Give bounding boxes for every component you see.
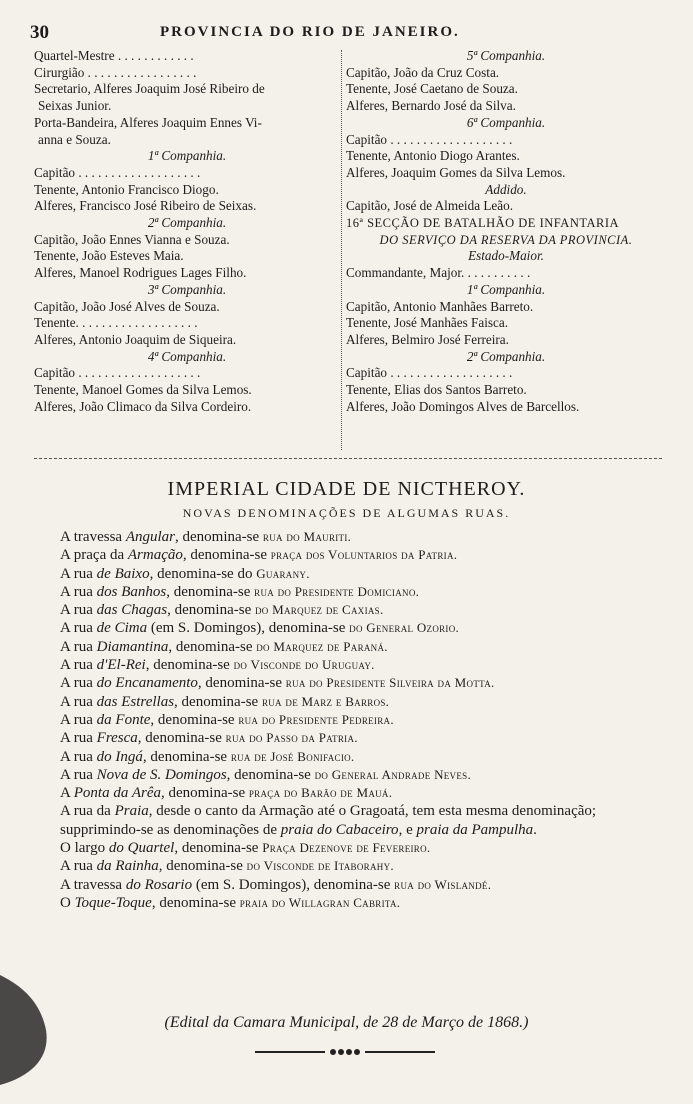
- entry-text: A rua: [60, 620, 97, 637]
- entry-text: A rua: [60, 858, 97, 875]
- edital-citation: (Edital da Camara Municipal, de 28 de Março de 1868.): [164, 1014, 529, 1031]
- old-street-name: das Chagas: [96, 602, 168, 619]
- roster-line: Tenente, José Manhães Faisca.: [346, 315, 509, 331]
- street-entry: [60, 876, 662, 894]
- street-entry: [60, 802, 662, 839]
- entry-text: , denomina-se: [160, 785, 249, 802]
- old-street-name: do Quartel: [108, 840, 175, 857]
- entry-text: , denomina-se: [150, 711, 239, 728]
- new-street-name: rua do Mauriti.: [262, 529, 352, 544]
- old-street-name: Ponta da Arêa: [73, 785, 161, 802]
- old-street-name: do Ingá: [96, 748, 143, 765]
- entry-text: , denomina-se: [174, 693, 262, 710]
- entry-text: (em S. Domingos), denomina-se: [147, 620, 350, 637]
- roster-line: Capitão . . . . . . . . . . . . . . . . . . .: [34, 365, 201, 381]
- roster-line: Capitão . . . . . . . . . . . . . . . . . . .: [346, 365, 513, 381]
- entry-text: , denomina-se: [226, 766, 315, 783]
- old-street-name: do Encanamento: [96, 675, 198, 692]
- officer-roster: [34, 48, 664, 448]
- street-entry: [60, 546, 662, 564]
- entry-text: , denomina-se: [168, 638, 257, 655]
- street-entry: [60, 711, 662, 729]
- roster-line: anna e Souza.: [38, 131, 111, 147]
- roster-subheading: DO SERVIÇO DA RESERVA DA PROVINCIA.: [379, 232, 633, 247]
- page-number: 30: [30, 22, 49, 43]
- roster-line: Tenente, João Esteves Maia.: [34, 248, 184, 264]
- old-street-name: Praia: [114, 803, 149, 820]
- entry-text: , denomina-se: [142, 748, 231, 765]
- old-street-name: Angular: [125, 529, 175, 545]
- entry-text: A rua: [60, 748, 97, 765]
- entry-text: , denomina-se: [167, 602, 255, 619]
- roster-line: Quartel-Mestre . . . . . . . . . . . .: [34, 48, 194, 63]
- roster-line: Commandante, Major. . . . . . . . . . .: [346, 265, 531, 281]
- roster-line: Alferes, João Domingos Alves de Barcellos.: [346, 398, 580, 414]
- entry-text: , denomina-se: [175, 529, 263, 545]
- roster-subheading: 1ª Companhia.: [466, 281, 546, 297]
- roster-line: Capitão, José de Almeida Leão.: [346, 198, 513, 214]
- new-street-name: do Marquez de Caxias.: [255, 602, 384, 618]
- roster-subheading: 4ª Companhia.: [147, 348, 227, 364]
- new-street-name: praia do Willagran Cabrita.: [239, 894, 401, 910]
- street-entry: [60, 528, 662, 546]
- roster-subheading: 5ª Companhia.: [466, 48, 546, 63]
- entry-text: , denomina-se: [166, 583, 255, 600]
- entry-text: A rua: [60, 602, 97, 619]
- street-entry: [60, 674, 662, 692]
- roster-subheading: 2ª Companhia.: [466, 348, 546, 364]
- roster-line: Alferes, Bernardo José da Silva.: [346, 98, 516, 114]
- old-street-name: de Cima: [96, 620, 148, 637]
- old-street-name: Armação: [127, 547, 183, 564]
- roster-line: Alferes, Belmiro José Ferreira.: [346, 331, 509, 347]
- new-street-name: do Visconde do Uruguay.: [233, 657, 375, 673]
- roster-line: Capitão, João José Alves de Souza.: [34, 298, 220, 314]
- street-entry: [60, 619, 662, 637]
- roster-line: Tenente, Elias dos Santos Barreto.: [346, 382, 527, 398]
- entry-text: , denomina-se do: [149, 565, 257, 582]
- street-entry: [60, 894, 662, 912]
- street-entry: [60, 857, 662, 875]
- roster-subheading: Addido.: [485, 181, 527, 197]
- section-separator: [34, 458, 662, 460]
- new-street-name: rua do Presidente Silveira da Motta.: [285, 675, 495, 691]
- entry-text: , denomina-se: [145, 657, 234, 674]
- old-street-name: Diamantina: [96, 638, 169, 655]
- entry-text: .: [533, 821, 537, 838]
- new-street-name: do Visconde de Itaborahy.: [246, 858, 394, 874]
- roster-subheading: 1ª Companhia.: [147, 148, 227, 164]
- roster-line: Secretario, Alferes Joaquim José Ribeiro de: [34, 81, 265, 97]
- roster-line: Alferes, Antonio Joaquim de Siqueira.: [34, 331, 237, 347]
- old-street-name: praia da Pampulha: [416, 821, 534, 838]
- roster-line: Capitão . . . . . . . . . . . . . . . . . . .: [34, 164, 201, 180]
- old-street-name: das Estrellas: [96, 693, 175, 710]
- street-entry: [60, 565, 662, 583]
- entry-text: , denomina-se: [158, 858, 247, 875]
- entry-text: , denomina-se: [182, 547, 271, 564]
- new-street-name: praça do Barão de Mauá.: [248, 785, 393, 801]
- new-street-name: do General Ozorio.: [349, 620, 460, 636]
- section-title: IMPERIAL CIDADE DE NICTHEROY.: [167, 478, 526, 500]
- entry-text: A rua: [60, 693, 97, 710]
- roster-subheading: 6ª Companhia.: [466, 114, 546, 130]
- entry-text: , denomina-se: [174, 840, 263, 857]
- street-entry: [60, 766, 662, 784]
- roster-line: Capitão, Antonio Manhães Barreto.: [346, 298, 534, 314]
- roster-line: Tenente, Antonio Diogo Arantes.: [346, 148, 520, 164]
- running-title: PROVINCIA DO RIO DE JANEIRO.: [160, 24, 460, 40]
- new-street-name: do Marquez de Paraná.: [256, 638, 388, 654]
- street-entry: [60, 784, 662, 802]
- street-entry: [60, 583, 662, 601]
- entry-text: , desde o canto da Armação até o Gragoatá, tem esta mesma denominação; supprimindo-se as denominações de: [60, 803, 597, 838]
- roster-line: Alferes, Manoel Rodrigues Lages Filho.: [34, 265, 247, 281]
- entry-text: , denomina-se: [151, 894, 240, 911]
- street-entry: [60, 601, 662, 619]
- old-street-name: praia do Cabaceiro: [280, 821, 399, 838]
- new-street-name: rua do Wislandé.: [394, 876, 492, 892]
- entry-text: A rua: [60, 766, 97, 783]
- entry-text: , e: [398, 821, 417, 838]
- left-column: [34, 48, 340, 415]
- entry-text: A rua: [60, 675, 97, 692]
- street-entry: [60, 693, 662, 711]
- roster-line: Capitão, João Ennes Vianna e Souza.: [34, 231, 230, 247]
- old-street-name: da Rainha: [96, 858, 159, 875]
- page-damage-stain: [0, 975, 50, 1085]
- street-renaming-list: [60, 528, 662, 912]
- entry-text: A rua: [60, 583, 97, 600]
- roster-line: Tenente, Manoel Gomes da Silva Lemos.: [34, 382, 252, 398]
- street-entry: [60, 748, 662, 766]
- entry-text: A rua: [60, 565, 97, 582]
- old-street-name: d'El-Rei: [96, 657, 146, 674]
- section-subtitle: NOVAS DENOMINAÇÕES DE ALGUMAS RUAS.: [182, 506, 511, 520]
- entry-text: , denomina-se: [197, 675, 286, 692]
- new-street-name: Praça Dezenove de Fevereiro.: [262, 840, 431, 856]
- roster-line: Cirurgião . . . . . . . . . . . . . . . . .: [34, 64, 197, 80]
- column-divider: [341, 50, 343, 450]
- street-entry: [60, 729, 662, 747]
- old-street-name: de Baixo: [96, 565, 150, 582]
- roster-line: Alferes, Joaquim Gomes da Silva Lemos.: [346, 164, 566, 180]
- new-street-name: rua do Presidente Pedreira.: [238, 711, 394, 727]
- old-street-name: Toque-Toque: [74, 894, 152, 911]
- new-street-name: rua do Presidente Domiciano.: [254, 583, 420, 599]
- entry-text: A praça da: [60, 547, 128, 564]
- new-street-name: rua do Passo da Patria.: [225, 730, 358, 746]
- new-street-name: rua de José Bonifacio.: [230, 748, 355, 764]
- old-street-name: dos Banhos: [96, 583, 167, 600]
- roster-line: Seixas Junior.: [38, 98, 112, 114]
- roster-line: Alferes, João Climaco da Silva Cordeiro.: [34, 398, 252, 414]
- roster-subheading: Estado-Maior.: [468, 248, 544, 264]
- new-street-name: Guarany.: [256, 565, 310, 581]
- entry-text: A travessa: [60, 876, 126, 893]
- entry-text: A rua da: [60, 803, 115, 820]
- entry-text: O: [60, 894, 75, 911]
- roster-line: Capitão . . . . . . . . . . . . . . . . . . .: [346, 131, 513, 147]
- entry-text: A rua: [60, 730, 97, 747]
- entry-text: A rua: [60, 638, 97, 655]
- roster-line: Capitão, João da Cruz Costa.: [346, 64, 500, 80]
- old-street-name: Fresca: [96, 730, 138, 747]
- old-street-name: do Rosario: [125, 876, 193, 893]
- roster-line: Tenente, Antonio Francisco Diogo.: [34, 181, 219, 197]
- roster-subheading: 2ª Companhia.: [147, 215, 227, 231]
- entry-text: A travessa: [60, 529, 126, 545]
- old-street-name: da Fonte: [96, 711, 151, 728]
- roster-line: Alferes, Francisco José Ribeiro de Seixas.: [34, 198, 257, 214]
- new-street-name: praça dos Voluntarios da Patria.: [270, 547, 458, 563]
- old-street-name: Nova de S. Domingos: [96, 766, 227, 783]
- entry-text: A rua: [60, 711, 97, 728]
- entry-text: A rua: [60, 657, 97, 674]
- page-header: [30, 22, 666, 44]
- right-column: [346, 48, 666, 415]
- entry-text: , denomina-se: [137, 730, 226, 747]
- entry-text: (em S. Domingos), denomina-se: [192, 876, 395, 893]
- roster-line: Porta-Bandeira, Alferes Joaquim Ennes Vi-: [34, 114, 262, 130]
- entry-text: A: [60, 785, 74, 802]
- new-street-name: rua de Marz e Barros.: [261, 693, 390, 709]
- roster-line: Tenente. . . . . . . . . . . . . . . . . . .: [34, 315, 198, 331]
- street-entry: [60, 638, 662, 656]
- new-street-name: do General Andrade Neves.: [314, 766, 472, 782]
- roster-line: 16ª SECÇÃO DE BATALHÃO DE INFANTARIA: [346, 216, 620, 231]
- entry-text: O largo: [60, 840, 109, 857]
- ornament-divider: [255, 1046, 435, 1058]
- roster-subheading: 3ª Companhia.: [147, 281, 227, 297]
- street-entry: [60, 656, 662, 674]
- roster-line: Tenente, José Caetano de Souza.: [346, 81, 518, 97]
- street-entry: [60, 839, 662, 857]
